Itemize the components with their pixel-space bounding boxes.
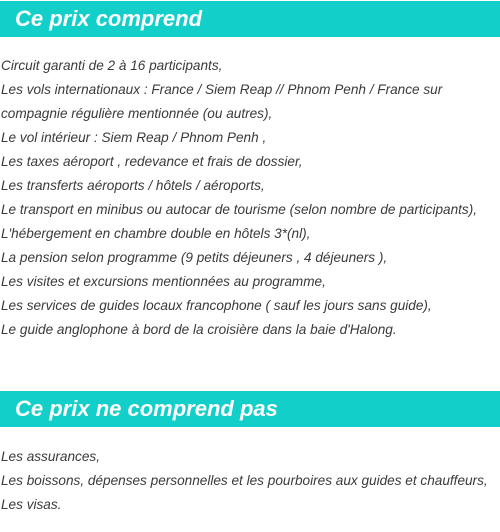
list-item: Les taxes aéroport , redevance et frais de dossier, xyxy=(1,154,303,169)
list-item: L'hébergement en chambre double en hôtels 3*(nl), xyxy=(1,226,311,241)
list-item: Les services de guides locaux francophone ( sauf les jours sans guide), xyxy=(1,298,432,313)
list-item: Le vol intérieur : Siem Reap / Phnom Penh , xyxy=(1,130,267,145)
list-item: Les visites et excursions mentionnées au programme, xyxy=(1,274,326,289)
list-item: Le transport en minibus ou autocar de tourisme (selon nombre de participants), xyxy=(1,202,478,217)
list-item: Les boissons, dépenses personnelles et les pourboires aux guides et chauffeurs, xyxy=(1,473,488,488)
included-heading: Ce prix comprend xyxy=(0,1,500,37)
list-item: Les vols internationaux : France / Siem Reap // Phnom Penh / France sur compagnie régulière mentionnée (ou autres), xyxy=(1,82,443,121)
list-item: Les visas. xyxy=(1,497,62,512)
list-item: Circuit garanti de 2 à 16 participants, xyxy=(1,58,223,73)
excluded-list xyxy=(1,445,499,517)
included-list xyxy=(1,54,499,342)
list-item: Le guide anglophone à bord de la croisière dans la baie d'Halong. xyxy=(1,322,397,337)
list-item: La pension selon programme (9 petits déjeuners , 4 déjeuners ), xyxy=(1,250,388,265)
excluded-heading: Ce prix ne comprend pas xyxy=(0,391,500,427)
list-item: Les transferts aéroports / hôtels / aéroports, xyxy=(1,178,265,193)
list-item: Les assurances, xyxy=(1,449,100,464)
